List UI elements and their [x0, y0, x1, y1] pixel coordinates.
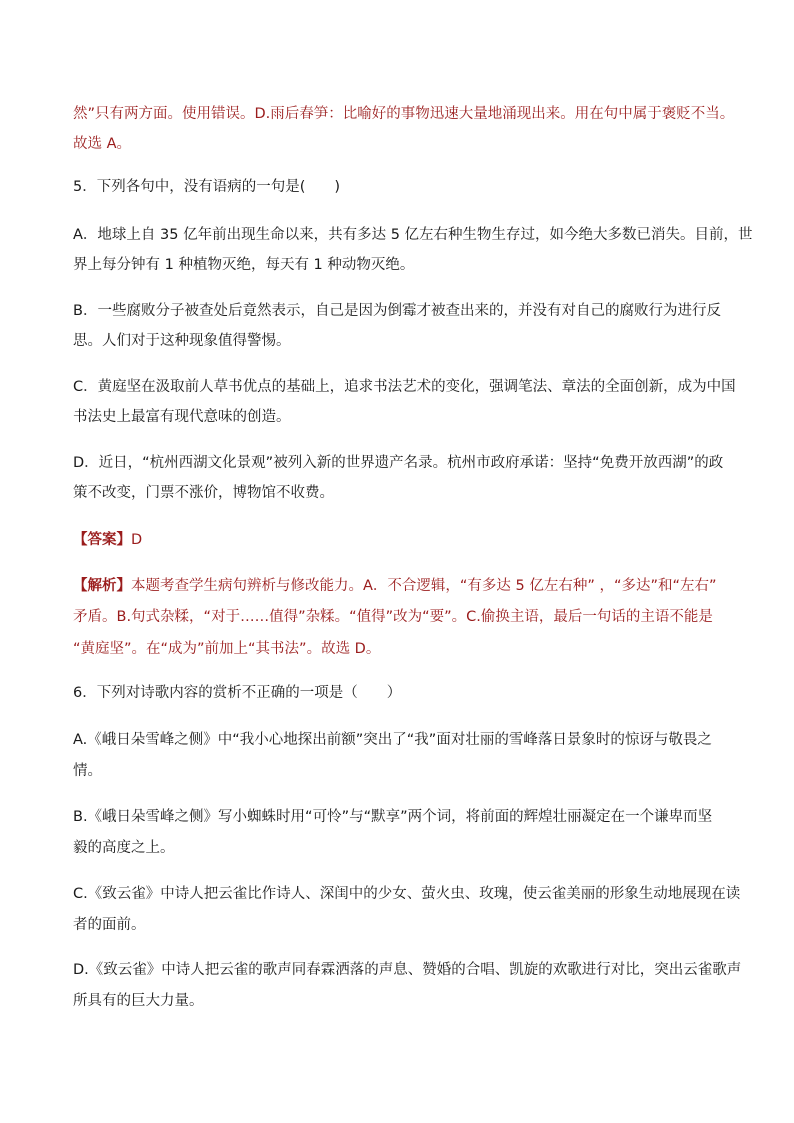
q5-option-d-line-1: D．近日，“杭州西湖文化景观”被列入新的世界遗产名录。杭州市政府承诺：坚持“免费开放西湖”的政 [73, 455, 724, 471]
q6-option-b-line-2: 毅的高度之上。 [73, 840, 175, 856]
q5-option-a-line-2: 界上每分钟有 1 种植物灭绝，每天有 1 种动物灭绝。 [73, 257, 415, 273]
question-6-stem: 6．下列对诗歌内容的赏析不正确的一项是（ ） [73, 685, 402, 701]
q5-option-c-line-1: C．黄庭坚在汲取前人草书优点的基础上，追求书法艺术的变化，强调笔法、章法的全面创新，成为中国 [73, 379, 736, 395]
q5-answer [73, 530, 142, 550]
q6-option-c-line-2: 者的面前。 [73, 917, 146, 933]
q6-option-d-line-1: D.《致云雀》中诗人把云雀的歌声同春霖洒落的声息、赞婚的合唱、凯旋的欢歌进行对比，突出云雀歌声 [73, 962, 742, 978]
q6-option-c-line-1: C.《致云雀》中诗人把云雀比作诗人、深闺中的少女、萤火虫、玫瑰，使云雀美丽的形象生动地展现在读 [73, 886, 741, 902]
q5-option-d-line-2: 策不改变，门票不涨价，博物馆不收费。 [73, 485, 334, 501]
q6-option-d-line-2: 所具有的巨大力量。 [73, 993, 204, 1009]
q5-analysis-line-2: 矛盾。B.句式杂糅，“对于……值得”杂糅。“值得”改为“要”。C.偷换主语，最后一句话的主语不能是 [73, 609, 713, 625]
q5-option-c-line-2: 书法史上最富有现代意味的创造。 [73, 409, 291, 425]
question-5-stem: 5．下列各句中，没有语病的一句是( ) [73, 179, 341, 195]
analysis-text: 本题考查学生病句辨析与修改能力。A．不合逻辑，“有多达 5 亿左右种” ，“多达”和“左右” [131, 578, 717, 594]
answer-label: 【答案】 [73, 532, 131, 548]
q5-option-b-line-1: B．一些腐败分子被查处后竟然表示，自己是因为倒霉才被查出来的，并没有对自己的腐败行为进行反 [73, 303, 721, 319]
previous-explanation-line-2: 故选 A。 [73, 136, 132, 152]
q5-analysis-line-1 [73, 576, 717, 596]
q6-option-b-line-1: B.《峨日朵雪峰之侧》写小蜘蛛时用“可怜”与“默享”两个词，将前面的辉煌壮丽凝定在一个谦卑而坚 [73, 809, 713, 825]
analysis-label: 【解析】 [73, 578, 131, 594]
q5-option-b-line-2: 思。人们对于这种现象值得警惕。 [73, 333, 291, 349]
q5-analysis-line-3: “黄庭坚”。在“成为”前加上“其书法”。故选 D。 [73, 641, 381, 657]
answer-value: D [131, 532, 143, 548]
q6-option-a-line-2: 情。 [73, 763, 102, 779]
q5-option-a-line-1: A．地球上自 35 亿年前出现生命以来，共有多达 5 亿左右种生物生存过，如今绝大多数已消失。目前，世 [73, 227, 753, 243]
previous-explanation-line-1: 然”只有两方面。使用错误。D.雨后春笋：比喻好的事物迅速大量地涌现出来。用在句中属于褒贬不当。 [73, 106, 735, 122]
q6-option-a-line-1: A.《峨日朵雪峰之侧》中“我小心地探出前额”突出了“我”面对壮丽的雪峰落日景象时的惊讶与敬畏之 [73, 732, 712, 748]
